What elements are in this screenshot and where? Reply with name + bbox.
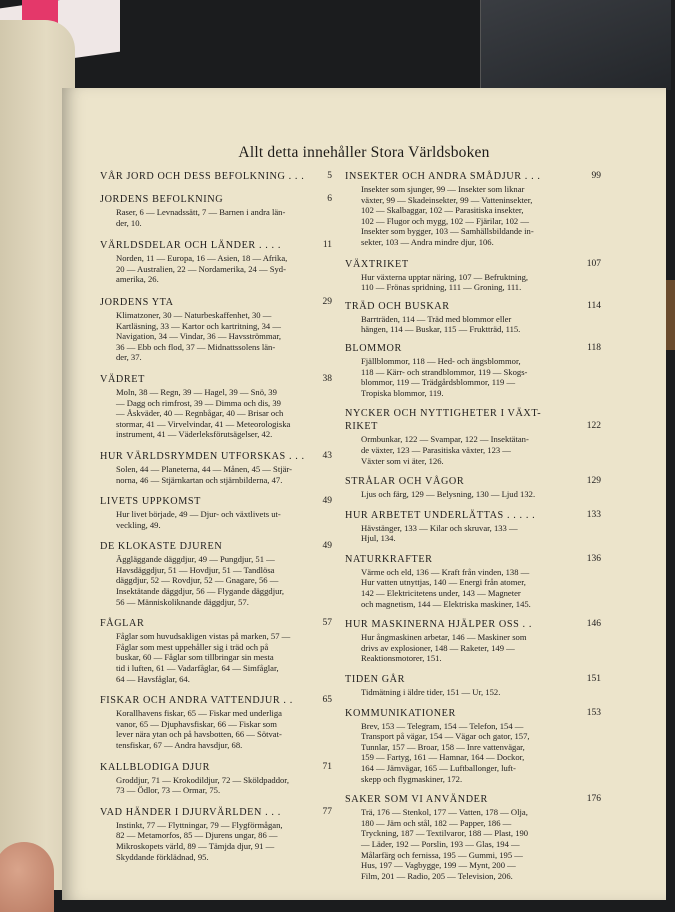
toc-subtopic-line: 118 — Kärr- och strandblommor, 119 — Skogs- bbox=[361, 366, 528, 377]
toc-subtopics bbox=[345, 721, 601, 785]
toc-subtopic-line: — Dagg och rimfrost, 39 — Dimma och dis, 39 bbox=[116, 397, 281, 408]
toc-entry bbox=[100, 193, 332, 228]
toc-page-number: 153 bbox=[586, 707, 601, 718]
toc-subtopic-line: Raser, 6 — Levnadssätt, 7 — Barnen i andra län- bbox=[116, 207, 286, 217]
toc-subtopic-line: Tryckning, 187 — Textilvaror, 188 — Plast, 190 bbox=[361, 828, 529, 839]
toc-entry bbox=[345, 300, 601, 335]
toc-subtopics bbox=[100, 387, 332, 440]
toc-heading bbox=[345, 618, 601, 631]
toc-heading bbox=[345, 407, 601, 420]
toc-right-column bbox=[345, 170, 601, 881]
toc-heading bbox=[100, 170, 332, 183]
toc-entry bbox=[345, 553, 601, 609]
toc-subtopic-line: tid i luften, 61 — Vadarfåglar, 64 — Simfåglar, bbox=[116, 663, 279, 674]
toc-subtopics bbox=[345, 314, 601, 335]
toc-heading bbox=[345, 707, 601, 720]
toc-heading-text: NYCKER OCH NYTTIGHETER I VÄXT- bbox=[345, 408, 542, 420]
toc-subtopic-line: sekter, 103 — Andra mindre djur, 106. bbox=[361, 236, 494, 247]
toc-page-number: 118 bbox=[587, 342, 601, 353]
toc-heading-text: TRÄD OCH BUSKAR bbox=[345, 300, 450, 312]
toc-heading-text: KALLBLODIGA DJUR bbox=[100, 761, 211, 773]
toc-subtopic-line: norna, 46 — Stjärnkartan och stjärnbilderna, 47. bbox=[116, 474, 283, 485]
toc-page-number: 114 bbox=[587, 300, 601, 311]
toc-subtopics bbox=[100, 820, 332, 862]
toc-heading bbox=[345, 342, 601, 355]
toc-subtopic-line: Transport på vägar, 154 — Vägar och gator, 157, bbox=[361, 731, 530, 742]
toc-page-number: 176 bbox=[586, 794, 601, 805]
toc-subtopic-line: 73 — Ödlor, 73 — Ormar, 75. bbox=[116, 785, 221, 796]
toc-entry bbox=[345, 407, 601, 420]
toc-subtopic-line: 64 — Havsfåglar, 64. bbox=[116, 673, 190, 684]
toc-subtopic-line: 56 — Människoliknande däggdjur, 57. bbox=[116, 596, 249, 607]
toc-subtopic-line: Skyddande förklädnad, 95. bbox=[116, 851, 209, 862]
toc-subtopic-line: lever nära ytan och på havsbotten, 66 — Sötvat- bbox=[116, 729, 282, 740]
toc-heading-text: FÅGLAR bbox=[100, 618, 145, 630]
toc-heading-text: HUR ARBETET UNDERLÄTTAS . . . . . bbox=[345, 509, 536, 521]
toc-subtopics bbox=[100, 464, 332, 485]
toc-subtopic-line: Hus, 197 — Vagbygge, 199 — Mynt, 200 — bbox=[361, 860, 516, 871]
toc-subtopics bbox=[345, 184, 601, 248]
toc-subtopics bbox=[345, 272, 601, 293]
toc-page-number: 129 bbox=[586, 476, 601, 487]
toc-subtopic-line: vanor, 65 — Djuphavsfiskar, 66 — Fiskar som bbox=[116, 718, 277, 729]
toc-subtopics bbox=[345, 687, 601, 698]
toc-subtopic-line: blommor, 119 — Trädgårdsblommor, 119 — bbox=[361, 377, 516, 388]
toc-heading-text: VÅR JORD OCH DESS BEFOLKNING . . . bbox=[100, 171, 305, 182]
toc-page-number: 122 bbox=[586, 421, 601, 432]
toc-subtopic-line: tensfiskar, 67 — Andra havsdjur, 68. bbox=[116, 740, 243, 750]
toc-subtopic-line: 82 — Metamorfos, 85 — Djurens ungar, 86 — bbox=[116, 830, 278, 841]
toc-page-number: 65 bbox=[322, 695, 332, 706]
toc-page-number: 49 bbox=[322, 541, 332, 552]
toc-subtopic-line: Hur vatten utnyttjas, 140 — Energi från atomer, bbox=[361, 577, 526, 588]
toc-subtopic-line: Navigation, 34 — Vindar, 36 — Havsströmmar, bbox=[116, 331, 281, 342]
toc-heading-text: VÄRLDSDELAR OCH LÄNDER . . . . bbox=[100, 240, 281, 252]
toc-subtopic-line: Hur livet började, 49 — Djur- och växtlivets ut- bbox=[116, 509, 281, 520]
toc-heading bbox=[345, 170, 601, 183]
toc-entry bbox=[100, 450, 332, 485]
toc-heading bbox=[345, 475, 601, 488]
toc-heading bbox=[100, 193, 332, 206]
toc-subtopic-line: Reaktionsmotorer, 151. bbox=[361, 653, 442, 664]
toc-subtopic-line: — Åskväder, 40 — Regnbågar, 40 — Brisar och bbox=[116, 408, 284, 419]
toc-heading bbox=[100, 617, 332, 630]
toc-subtopics bbox=[100, 631, 332, 684]
toc-subtopic-line: Hur ångmaskinen arbetar, 146 — Maskiner som bbox=[361, 632, 527, 643]
toc-page-number: 71 bbox=[322, 761, 332, 772]
toc-entry bbox=[100, 540, 332, 607]
toc-subtopic-line: Groddjur, 71 — Krokodildjur, 72 — Sköldpaddor, bbox=[116, 774, 289, 785]
toc-heading bbox=[345, 258, 601, 271]
toc-entry bbox=[345, 475, 601, 500]
toc-page-number: 49 bbox=[322, 496, 332, 507]
toc-subtopic-line: 102 — Flugor och mygg, 102 — Fjärilar, 102 — bbox=[361, 215, 529, 226]
toc-subtopic-line: Solen, 44 — Planeterna, 44 — Månen, 45 — Stjär- bbox=[116, 463, 292, 474]
toc-subtopics bbox=[100, 775, 332, 796]
toc-subtopic-line: Fjällblommor, 118 — Hed- och ängsblommor, bbox=[361, 355, 521, 366]
toc-page-number: 38 bbox=[322, 373, 332, 384]
toc-subtopic-line: Insektätande däggdjur, 56 — Flygande däggdjur, bbox=[116, 586, 285, 597]
toc-subtopics bbox=[100, 554, 332, 607]
toc-subtopic-line: Hjul, 134. bbox=[361, 533, 396, 544]
toc-heading-text: KOMMUNIKATIONER bbox=[345, 707, 456, 719]
toc-subtopic-line: 36 — Ebb och flod, 37 — Midnattssolens län- bbox=[116, 341, 276, 352]
toc-subtopic-line: de växter, 123 — Parasitiska växter, 123 — bbox=[361, 444, 511, 455]
toc-entry bbox=[100, 373, 332, 440]
toc-heading bbox=[100, 806, 332, 819]
toc-heading bbox=[100, 761, 332, 774]
toc-heading-text: VAD HÄNDER I DJURVÄRLDEN . . . bbox=[100, 806, 281, 818]
toc-entry bbox=[345, 258, 601, 293]
toc-subtopic-line: och magnetism, 144 — Elektriska maskiner, 145. bbox=[361, 598, 531, 609]
toc-subtopic-line: Fåglar som mest uppehåller sig i träd och på bbox=[116, 641, 269, 652]
toc-subtopic-line: Havsdäggdjur, 51 — Hovdjur, 51 — Tandlösa bbox=[116, 564, 275, 575]
toc-heading bbox=[345, 509, 601, 522]
toc-subtopic-line: Hur växterna upptar näring, 107 — Befruktning, bbox=[361, 271, 529, 282]
toc-subtopic-line: Insekter som bygger, 103 — Samhällsbildande in- bbox=[361, 226, 534, 237]
toc-subtopic-line: amerika, 26. bbox=[116, 274, 159, 285]
toc-subtopics bbox=[100, 310, 332, 363]
toc-heading-text: TIDEN GÅR bbox=[345, 674, 406, 686]
toc-entry bbox=[345, 342, 601, 398]
toc-subtopics bbox=[100, 207, 332, 228]
toc-subtopic-line: Norden, 11 — Europa, 16 — Asien, 18 — Afrika, bbox=[116, 253, 288, 264]
toc-heading-text: FISKAR OCH ANDRA VATTENDJUR . . bbox=[100, 695, 293, 707]
toc-subtopics bbox=[345, 489, 601, 500]
toc-page-number: 6 bbox=[327, 194, 332, 204]
toc-page-number: 43 bbox=[322, 450, 332, 461]
toc-page-number: 11 bbox=[322, 240, 332, 251]
toc-entry bbox=[100, 694, 332, 750]
toc-page-number: 107 bbox=[586, 258, 601, 269]
toc-entry bbox=[100, 617, 332, 684]
toc-entry bbox=[100, 495, 332, 530]
toc-page-number: 5 bbox=[327, 171, 332, 181]
toc-subtopic-line: Film, 201 — Radio, 205 — Television, 206. bbox=[361, 870, 513, 881]
toc-heading-text: JORDENS YTA bbox=[100, 296, 174, 308]
toc-subtopic-line: Hävstänger, 133 — Kilar och skruvar, 133 — bbox=[361, 522, 518, 533]
toc-subtopics bbox=[345, 356, 601, 398]
toc-subtopic-line: Barrträden, 114 — Träd med blommor eller bbox=[361, 313, 512, 324]
toc-subtopics bbox=[345, 567, 601, 609]
toc-subtopic-line: der, 37. bbox=[116, 352, 142, 363]
toc-heading bbox=[100, 296, 332, 309]
toc-subtopic-line: Tunnlar, 157 — Broar, 158 — Inre vattenvägar, bbox=[361, 741, 525, 752]
toc-subtopic-line: hängen, 114 — Buskar, 115 — Fruktträd, 115. bbox=[361, 324, 521, 335]
toc-page-number: 151 bbox=[586, 674, 601, 685]
toc-subtopic-line: Brev, 153 — Telegram, 154 — Telefon, 154 — bbox=[361, 720, 524, 731]
toc-subtopic-line: skepp och flygmaskiner, 172. bbox=[361, 773, 463, 784]
toc-subtopic-line: Värme och eld, 136 — Kraft från vinden, 138 — bbox=[361, 566, 530, 577]
toc-entry bbox=[100, 296, 332, 363]
toc-page-number: 57 bbox=[322, 618, 332, 629]
toc-subtopic-line: 159 — Fartyg, 161 — Hamnar, 164 — Dockor, bbox=[361, 752, 525, 763]
toc-entry bbox=[345, 509, 601, 544]
toc-subtopic-line: Fåglar som huvudsakligen vistas på marken, 57 — bbox=[116, 631, 291, 642]
toc-heading bbox=[100, 694, 332, 707]
toc-entry bbox=[345, 420, 601, 466]
toc-entry bbox=[100, 239, 332, 285]
toc-entry bbox=[345, 673, 601, 698]
toc-subtopics bbox=[345, 632, 601, 664]
toc-subtopics bbox=[345, 523, 601, 544]
toc-subtopics bbox=[100, 708, 332, 750]
toc-subtopic-line: drivs av explosioner, 148 — Raketer, 149 — bbox=[361, 642, 515, 653]
toc-heading bbox=[345, 553, 601, 566]
toc-subtopics bbox=[345, 807, 601, 881]
toc-entry bbox=[100, 806, 332, 862]
toc-subtopic-line: instrument, 41 — Väderleksförutsägelser, 42. bbox=[116, 429, 273, 440]
page-title: Allt detta innehåller Stora Världsboken bbox=[238, 144, 490, 161]
toc-subtopic-line: stormar, 41 — Virvelvindar, 41 — Meteorologiska bbox=[116, 418, 291, 429]
toc-heading-text: SAKER SOM VI ANVÄNDER bbox=[345, 794, 488, 806]
toc-subtopic-line: Klimatzoner, 30 — Naturbeskaffenhet, 30 — bbox=[116, 309, 272, 320]
toc-subtopic-line: 102 — Skalbaggar, 102 — Parasitiska insekter, bbox=[361, 205, 524, 216]
toc-heading bbox=[100, 540, 332, 553]
toc-page-number: 136 bbox=[586, 553, 601, 564]
toc-entry bbox=[345, 618, 601, 664]
toc-heading bbox=[345, 793, 601, 806]
toc-subtopic-line: Målarfärg och fernissa, 195 — Gummi, 195 — bbox=[361, 849, 523, 860]
toc-heading-text: JORDENS BEFOLKNING bbox=[100, 194, 224, 205]
toc-entry bbox=[345, 707, 601, 785]
toc-heading-text: LIVETS UPPKOMST bbox=[100, 496, 201, 508]
toc-heading-text: VÄDRET bbox=[100, 373, 145, 385]
toc-page-number: 77 bbox=[322, 806, 332, 817]
toc-page-number: 29 bbox=[322, 296, 332, 307]
toc-heading-text: RIKET bbox=[345, 421, 378, 433]
toc-subtopic-line: Mikroskopets värld, 89 — Tämjda djur, 91 — bbox=[116, 840, 275, 851]
toc-heading-text: STRÅLAR OCH VÅGOR bbox=[345, 476, 465, 488]
toc-page-number: 133 bbox=[586, 509, 601, 520]
toc-heading-text: DE KLOKASTE DJUREN bbox=[100, 541, 223, 553]
toc-subtopic-line: Korallhavens fiskar, 65 — Fiskar med underliga bbox=[116, 708, 283, 719]
toc-subtopic-line: Instinkt, 77 — Flyttningar, 79 — Flygförmågan, bbox=[116, 819, 283, 830]
toc-entry bbox=[100, 761, 332, 796]
toc-subtopic-line: växter, 99 — Skadeinsekter, 99 — Vatteninsekter, bbox=[361, 194, 533, 205]
toc-heading bbox=[345, 300, 601, 313]
toc-subtopic-line: 180 — Järn och stål, 182 — Papper, 186 — bbox=[361, 817, 512, 828]
toc-entry bbox=[345, 170, 601, 248]
toc-heading-text: INSEKTER OCH ANDRA SMÅDJUR . . . bbox=[345, 171, 541, 182]
toc-subtopic-line: veckling, 49. bbox=[116, 519, 161, 530]
toc-subtopic-line: 20 — Australien, 22 — Nordamerika, 24 — Syd- bbox=[116, 263, 286, 274]
toc-subtopic-line: buskar, 60 — Fåglar som tillbringar sin mesta bbox=[116, 652, 274, 663]
toc-subtopic-line: Kartläsning, 33 — Kartor och kartritning, 34 — bbox=[116, 320, 281, 331]
toc-heading-text: VÄXTRIKET bbox=[345, 258, 409, 270]
toc-subtopic-line: der, 10. bbox=[116, 217, 142, 228]
toc-subtopic-line: Moln, 38 — Regn, 39 — Hagel, 39 — Snö, 39 bbox=[116, 386, 277, 397]
toc-entry bbox=[100, 170, 332, 183]
toc-subtopic-line: — Läder, 192 — Porslin, 193 — Glas, 194 — bbox=[361, 838, 520, 849]
toc-entry bbox=[345, 793, 601, 881]
toc-page-number: 146 bbox=[586, 619, 601, 630]
toc-subtopic-line: 110 — Frönas spridning, 111 — Groning, 111. bbox=[361, 282, 522, 293]
toc-heading-text: BLOMMOR bbox=[345, 342, 402, 354]
toc-subtopic-line: Växter som vi äter, 126. bbox=[361, 455, 444, 466]
toc-heading-text: NATURKRAFTER bbox=[345, 553, 433, 565]
toc-subtopic-line: Ljus och färg, 129 — Belysning, 130 — Ljud 132. bbox=[361, 489, 536, 500]
toc-heading bbox=[100, 373, 332, 386]
toc-heading bbox=[100, 239, 332, 252]
toc-subtopic-line: 164 — Järnvägar, 165 — Luftballonger, luft- bbox=[361, 763, 516, 773]
toc-subtopics bbox=[100, 253, 332, 285]
toc-subtopic-line: Ormbunkar, 122 — Svampar, 122 — Insektätan- bbox=[361, 434, 529, 445]
toc-heading bbox=[345, 673, 601, 686]
toc-heading-text: HUR VÄRLDSRYMDEN UTFORSKAS . . . bbox=[100, 450, 305, 462]
thumb bbox=[0, 842, 54, 912]
toc-subtopic-line: Tropiska blommor, 119. bbox=[361, 387, 444, 398]
toc-heading bbox=[100, 495, 332, 508]
toc-subtopic-line: Trä, 176 — Stenkol, 177 — Vatten, 178 — Olja, bbox=[361, 807, 528, 818]
toc-subtopics bbox=[100, 509, 332, 530]
toc-subtopics bbox=[345, 434, 601, 466]
toc-subtopic-line: Äggläggande däggdjur, 49 — Pungdjur, 51 — bbox=[116, 554, 275, 565]
toc-page-number: 99 bbox=[591, 171, 601, 181]
toc-subtopic-line: däggdjur, 52 — Rovdjur, 52 — Gnagare, 56 — bbox=[116, 575, 279, 586]
toc-heading bbox=[100, 450, 332, 463]
background-plastic-cover bbox=[480, 0, 671, 90]
book-page bbox=[62, 88, 666, 900]
toc-subtopic-line: Tidmätning i äldre tider, 151 — Ur, 152. bbox=[361, 687, 501, 698]
toc-heading bbox=[345, 420, 601, 433]
toc-left-column bbox=[100, 170, 332, 862]
toc-subtopic-line: Insekter som sjunger, 99 — Insekter som liknar bbox=[361, 184, 525, 194]
toc-subtopic-line: 142 — Elektricitetens under, 143 — Magneter bbox=[361, 588, 521, 599]
toc-heading-text: HUR MASKINERNA HJÄLPER OSS . . bbox=[345, 619, 532, 631]
